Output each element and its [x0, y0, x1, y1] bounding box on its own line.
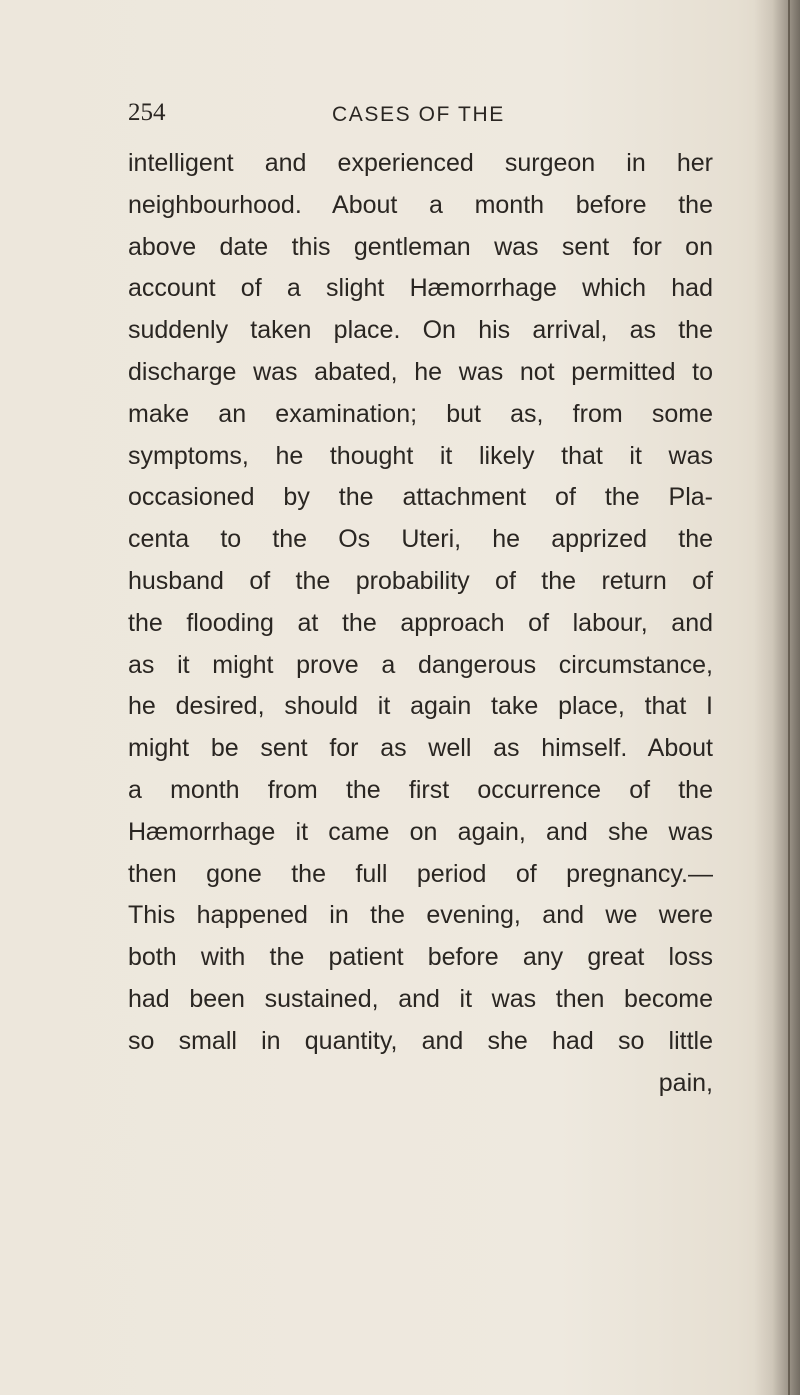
text-line: above date this gentleman was sent for on [128, 232, 713, 261]
text-line: suddenly taken place. On his arrival, as the [128, 316, 713, 345]
text-line: might be sent for as well as himself. About [128, 734, 713, 763]
text-line: the flooding at the approach of labour, and [128, 608, 713, 637]
text-line: discharge was abated, he was not permitted to [128, 357, 713, 386]
page-edge [788, 0, 790, 1395]
text-line: neighbourhood. About a month before the [128, 190, 713, 219]
text-line: centa to the Os Uteri, he apprized the [128, 525, 713, 554]
text-line: account of a slight Hæmorrhage which had [128, 274, 713, 303]
body-text [128, 143, 713, 1104]
page-header [128, 99, 588, 139]
page-number: 254 [128, 99, 166, 126]
text-line: occasioned by the attachment of the Pla- [128, 483, 713, 512]
text-line: symptoms, he thought it likely that it was [128, 441, 713, 470]
text-line: intelligent and experienced surgeon in her [128, 149, 713, 177]
text-line: as it might prove a dangerous circumstance, [128, 650, 713, 679]
text-line: had been sustained, and it was then become [128, 984, 713, 1013]
text-line: so small in quantity, and she had so little [128, 1026, 713, 1055]
text-line: husband of the probability of the return of [128, 566, 713, 595]
text-line: Hæmorrhage it came on again, and she was [128, 817, 713, 846]
text-line: make an examination; but as, from some [128, 399, 713, 428]
catchword: pain, [658, 1068, 713, 1097]
running-head: CASES OF THE [332, 103, 505, 126]
text-line: then gone the full period of pregnancy.— [128, 859, 713, 888]
text-line: both with the patient before any great loss [128, 943, 713, 972]
text-line: a month from the first occurrence of the [128, 775, 713, 804]
text-line: he desired, should it again take place, that I [128, 692, 713, 721]
text-line: This happened in the evening, and we were [128, 901, 713, 930]
binding-shadow [754, 0, 800, 1395]
